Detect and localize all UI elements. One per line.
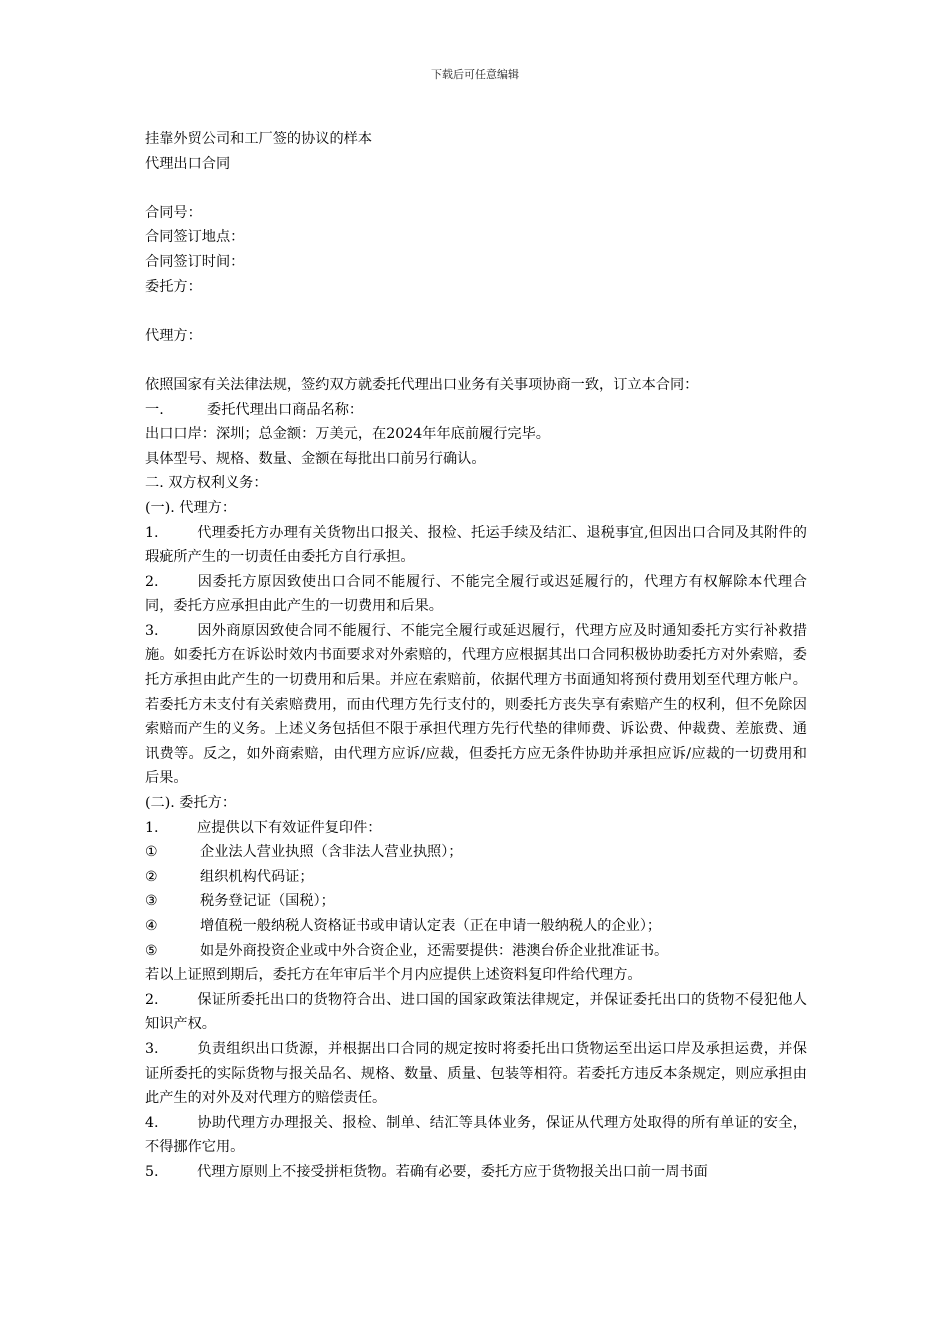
clause-text: 代理方原则上不接受拼柜货物。若确有必要，委托方应于货物报关出口前一周书面	[197, 1163, 708, 1180]
documents-note: 若以上证照到期后，委托方在年审后半个月内应提供上述资料复印件给代理方。	[145, 967, 642, 984]
clause-number: 1.	[145, 524, 159, 541]
list-text: 税务登记证（国税）；	[200, 893, 335, 910]
section-1-heading	[145, 398, 807, 423]
document-list-item	[145, 914, 807, 939]
list-text: 企业法人营业执照（含非法人营业执照）；	[200, 844, 463, 861]
clause-text: 负责组织出口货源，并根据出口合同的规定按时将委托出口货物运至出运口岸及承担运费，并保证所委托的实际货物与报关品名、规格、数量、质量、包装等相符。若委托方违反本条规定，则应承担由此产生的对外及对代理方的赔偿责任。	[145, 1040, 807, 1107]
principal-obligations-heading: (二). 委托方：	[145, 795, 237, 812]
contract-number-field: 合同号：	[145, 204, 202, 221]
agent-party-field: 代理方：	[145, 327, 202, 344]
spacer	[145, 176, 807, 201]
spacer	[145, 348, 807, 373]
clause-number: 1.	[145, 819, 159, 836]
list-marker: ⑤	[145, 942, 158, 959]
section-title: 委托代理出口商品名称：	[207, 401, 364, 418]
section-2-heading: 二. 双方权利义务：	[145, 475, 268, 492]
clause-number: 3.	[145, 622, 159, 639]
list-marker: ④	[145, 918, 158, 934]
document-body	[145, 127, 807, 1185]
preamble: 依照国家有关法律法规，签约双方就委托代理出口业务有关事项协商一致，订立本合同：	[145, 376, 699, 393]
clause-text: 因外商原因致使合同不能履行、不能完全履行或延迟履行，代理方应及时通知委托方实行补救措施。如委托方在诉讼时效内书面要求对外索赔的，代理方应根据其出口合同积极协助委托方对外索赔，委托方承担由此产生的一切费用和后果。并应在索赔前，依据代理方书面通知将预付费用划至代理方帐户。若委托方未支付有关索赔费用，而由代理方先行支付的，则委托方丧失享有索赔产生的权利，但不免除因索赔而产生的义务。上述义务包括但不限于承担代理方先行代垫的律师费、诉讼费、仲裁费、差旅费、通讯费等。反之，如外商索赔，由代理方应诉/应裁，但委托方应无条件协助并承担应诉/应裁的一切费用和后果。	[145, 622, 807, 787]
clause-number: 2.	[145, 573, 159, 590]
principal-clause	[145, 1037, 807, 1111]
document-list-item	[145, 865, 807, 890]
list-marker: ②	[145, 868, 158, 885]
clause-text: 应提供以下有效证件复印件：	[197, 819, 382, 836]
clause-number: 5.	[145, 1163, 159, 1180]
signing-time-field: 合同签订时间：	[145, 253, 245, 270]
clause-text: 保证所委托出口的货物符合出、进口国的国家政策法律规定，并保证委托出口的货物不侵犯他人知识产权。	[145, 991, 807, 1033]
clause-number: 3.	[145, 1040, 159, 1057]
agent-clause	[145, 521, 807, 570]
list-text: 增值税一般纳税人资格证书或申请认定表（正在申请一般纳税人的企业）；	[200, 918, 662, 934]
list-marker: ①	[145, 844, 158, 861]
section-number: 一.	[145, 401, 164, 418]
clause-text: 因委托方原因致使出口合同不能履行、不能完全履行或迟延履行的，代理方有权解除本代理合同，委托方应承担由此产生的一切费用和后果。	[145, 573, 807, 615]
principal-clause	[145, 1111, 807, 1160]
principal-clause	[145, 816, 807, 841]
clause-text: 代理委托方办理有关货物出口报关、报检、托运手续及结汇、退税事宜,但因出口合同及其附件的瑕疵所产生的一切责任由委托方自行承担。	[145, 524, 807, 566]
document-list-item	[145, 889, 807, 914]
list-text: 如是外商投资企业或中外合资企业，还需要提供：港澳台侨企业批准证书。	[200, 942, 669, 959]
contract-title: 代理出口合同	[145, 155, 231, 172]
clause-number: 4.	[145, 1114, 159, 1131]
agent-clause	[145, 619, 807, 791]
list-marker: ③	[145, 893, 158, 910]
document-list-item	[145, 939, 807, 964]
spacer	[145, 299, 807, 324]
export-port-line: 出口口岸：深圳；总金额：万美元，在2024年年底前履行完毕。	[145, 426, 550, 443]
clause-number: 2.	[145, 991, 159, 1008]
signing-place-field: 合同签订地点：	[145, 229, 245, 246]
agent-obligations-heading: (一). 代理方：	[145, 499, 237, 516]
spec-line: 具体型号、规格、数量、金额在每批出口前另行确认。	[145, 450, 486, 467]
document-list-item	[145, 840, 807, 865]
document-title: 挂靠外贸公司和工厂签的协议的样本	[145, 131, 373, 147]
list-text: 组织机构代码证；	[200, 868, 314, 885]
page-header: 下载后可任意编辑	[431, 68, 519, 81]
agent-clause	[145, 570, 807, 619]
principal-clause	[145, 988, 807, 1037]
principal-clause	[145, 1160, 807, 1185]
principal-party-field: 委托方：	[145, 278, 202, 295]
clause-text: 协助代理方办理报关、报检、制单、结汇等具体业务，保证从代理方处取得的所有单证的安全，不得挪作它用。	[145, 1114, 807, 1156]
